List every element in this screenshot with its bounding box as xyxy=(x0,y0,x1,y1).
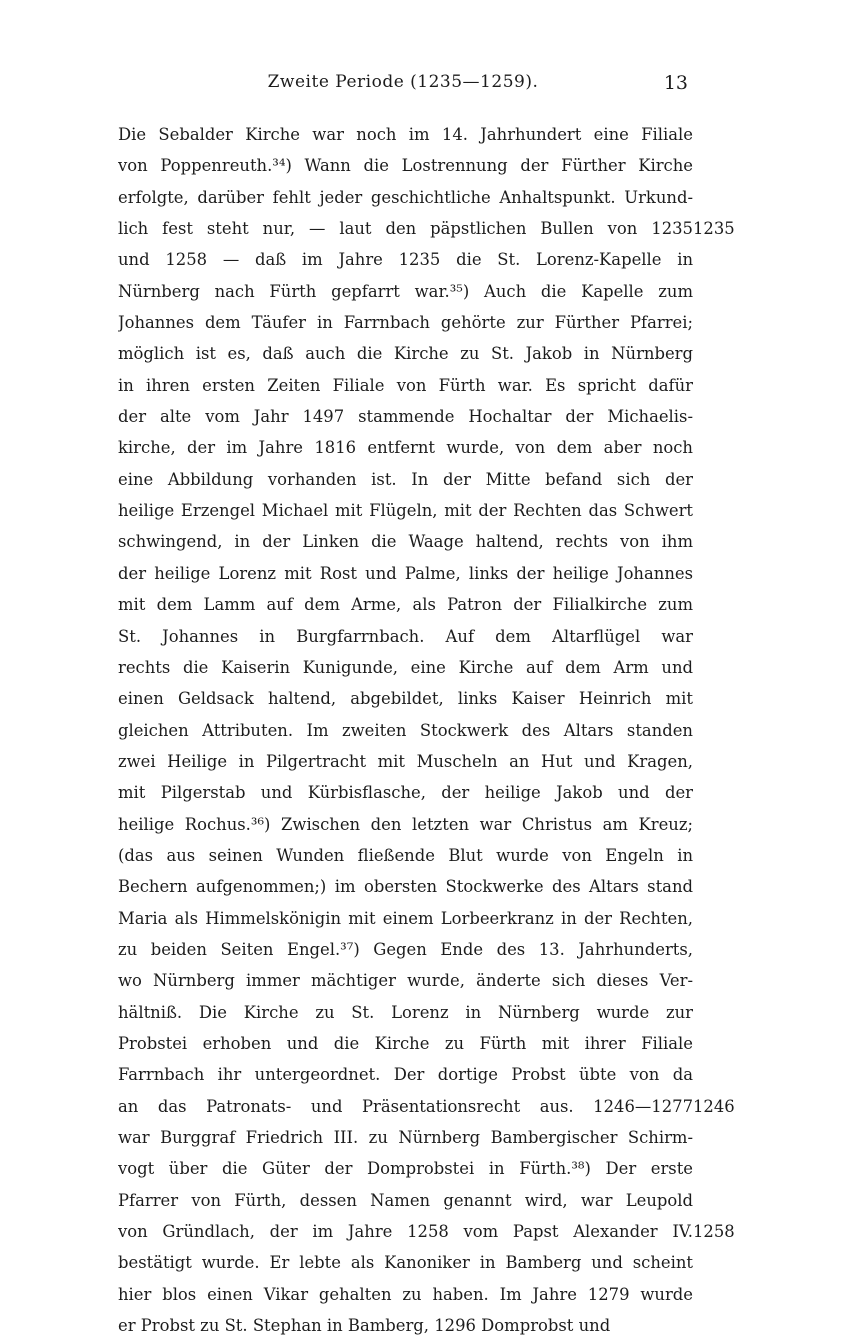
text-line: eine Abbildung vorhanden ist. In der Mitte befand sich der xyxy=(118,469,693,489)
text-line: heilige Rochus.³⁶) Zwischen den letzten war Christus am Kreuz; xyxy=(118,814,693,834)
text-line: Die Sebalder Kirche war noch im 14. Jahrhundert eine Filiale xyxy=(118,125,693,144)
text-line: hier blos einen Vikar gehalten zu haben. Im Jahre 1279 wurde xyxy=(118,1284,693,1304)
margin-year-note: 1235 xyxy=(693,219,735,239)
text-line: heilige Erzengel Michael mit Flügeln, mit der Rechten das Schwert xyxy=(118,501,693,521)
text-line: Pfarrer von Fürth, dessen Namen genannt wird, war Leupold xyxy=(118,1190,693,1210)
text-line: war Burggraf Friedrich III. zu Nürnberg Bambergischer Schirm- xyxy=(118,1128,693,1147)
text-line: kirche, der im Jahre 1816 entfernt wurde, von dem aber noch xyxy=(118,438,693,458)
margin-year-note: 1258 xyxy=(693,1222,735,1242)
text-line: lich fest steht nur, — laut den päpstlichen Bullen von 1235 xyxy=(118,219,693,239)
text-line: der heilige Lorenz mit Rost und Palme, links der heilige Johannes xyxy=(118,563,693,583)
text-line: Probstei erhoben und die Kirche zu Fürth mit ihrer Filiale xyxy=(118,1033,693,1053)
text-line: wo Nürnberg immer mächtiger wurde, änderte sich dieses Ver- xyxy=(118,971,693,991)
text-line: zu beiden Seiten Engel.³⁷) Gegen Ende des 13. Jahrhunderts, xyxy=(118,939,693,959)
margin-year-note: 1246 xyxy=(693,1096,735,1116)
text-line: an das Patronats- und Präsentationsrecht aus. 1246—1277 xyxy=(118,1096,693,1116)
text-line: schwingend, in der Linken die Waage haltend, rechts von ihm xyxy=(118,532,693,552)
text-line: und 1258 — daß im Jahre 1235 die St. Lorenz-Kapelle in xyxy=(118,250,693,270)
text-line: einen Geldsack haltend, abgebildet, links Kaiser Heinrich mit xyxy=(118,689,693,709)
page-number: 13 xyxy=(663,72,688,94)
running-header xyxy=(118,72,688,100)
text-line: Bechern aufgenommen;) im obersten Stockwerke des Altars stand xyxy=(118,877,693,897)
text-line: mit dem Lamm auf dem Arme, als Patron der Filialkirche zum xyxy=(118,595,693,615)
text-line: gleichen Attributen. Im zweiten Stockwerk des Altars standen xyxy=(118,720,693,740)
text-line: Nürnberg nach Fürth gepfarrt war.³⁵) Auch die Kapelle zum xyxy=(118,281,693,301)
text-line: er Probst zu St. Stephan in Bamberg, 1296 Domprobst und xyxy=(118,1316,611,1336)
text-line: in ihren ersten Zeiten Filiale von Fürth war. Es spricht dafür xyxy=(118,375,693,395)
text-line: Maria als Himmelskönigin mit einem Lorbeerkranz in der Rechten, xyxy=(118,908,693,928)
text-line: von Poppenreuth.³⁴) Wann die Lostrennung der Fürther Kirche xyxy=(118,156,693,176)
text-line: Farrnbach ihr untergeordnet. Der dortige Probst übte von da xyxy=(118,1065,693,1085)
text-line: vogt über die Güter der Domprobstei in Fürth.³⁸) Der erste xyxy=(118,1159,693,1179)
text-line: hältniß. Die Kirche zu St. Lorenz in Nürnberg wurde zur xyxy=(118,1002,693,1022)
text-line: zwei Heilige in Pilgertracht mit Muscheln an Hut und Kragen, xyxy=(118,751,693,771)
text-line: von Gründlach, der im Jahre 1258 vom Papst Alexander IV. xyxy=(118,1222,693,1242)
text-line: (das aus seinen Wunden fließende Blut wurde von Engeln in xyxy=(118,845,693,865)
text-line: möglich ist es, daß auch die Kirche zu St. Jakob in Nürnberg xyxy=(118,344,693,364)
text-line: erfolgte, darüber fehlt jeder geschichtliche Anhaltspunkt. Urkund- xyxy=(118,187,693,207)
text-line: mit Pilgerstab und Kürbisflasche, der heilige Jakob und der xyxy=(118,783,693,803)
header-title: Zweite Periode (1235—1259). xyxy=(267,72,539,92)
text-line: bestätigt wurde. Er lebte als Kanoniker in Bamberg und scheint xyxy=(118,1253,693,1273)
text-line: der alte vom Jahr 1497 stammende Hochaltar der Michaelis- xyxy=(118,407,693,427)
text-line: rechts die Kaiserin Kunigunde, eine Kirche auf dem Arm und xyxy=(118,657,693,677)
text-line: Johannes dem Täufer in Farrnbach gehörte zur Fürther Pfarrei; xyxy=(118,313,693,333)
text-line: St. Johannes in Burgfarrnbach. Auf dem Altarflügel war xyxy=(118,626,693,646)
